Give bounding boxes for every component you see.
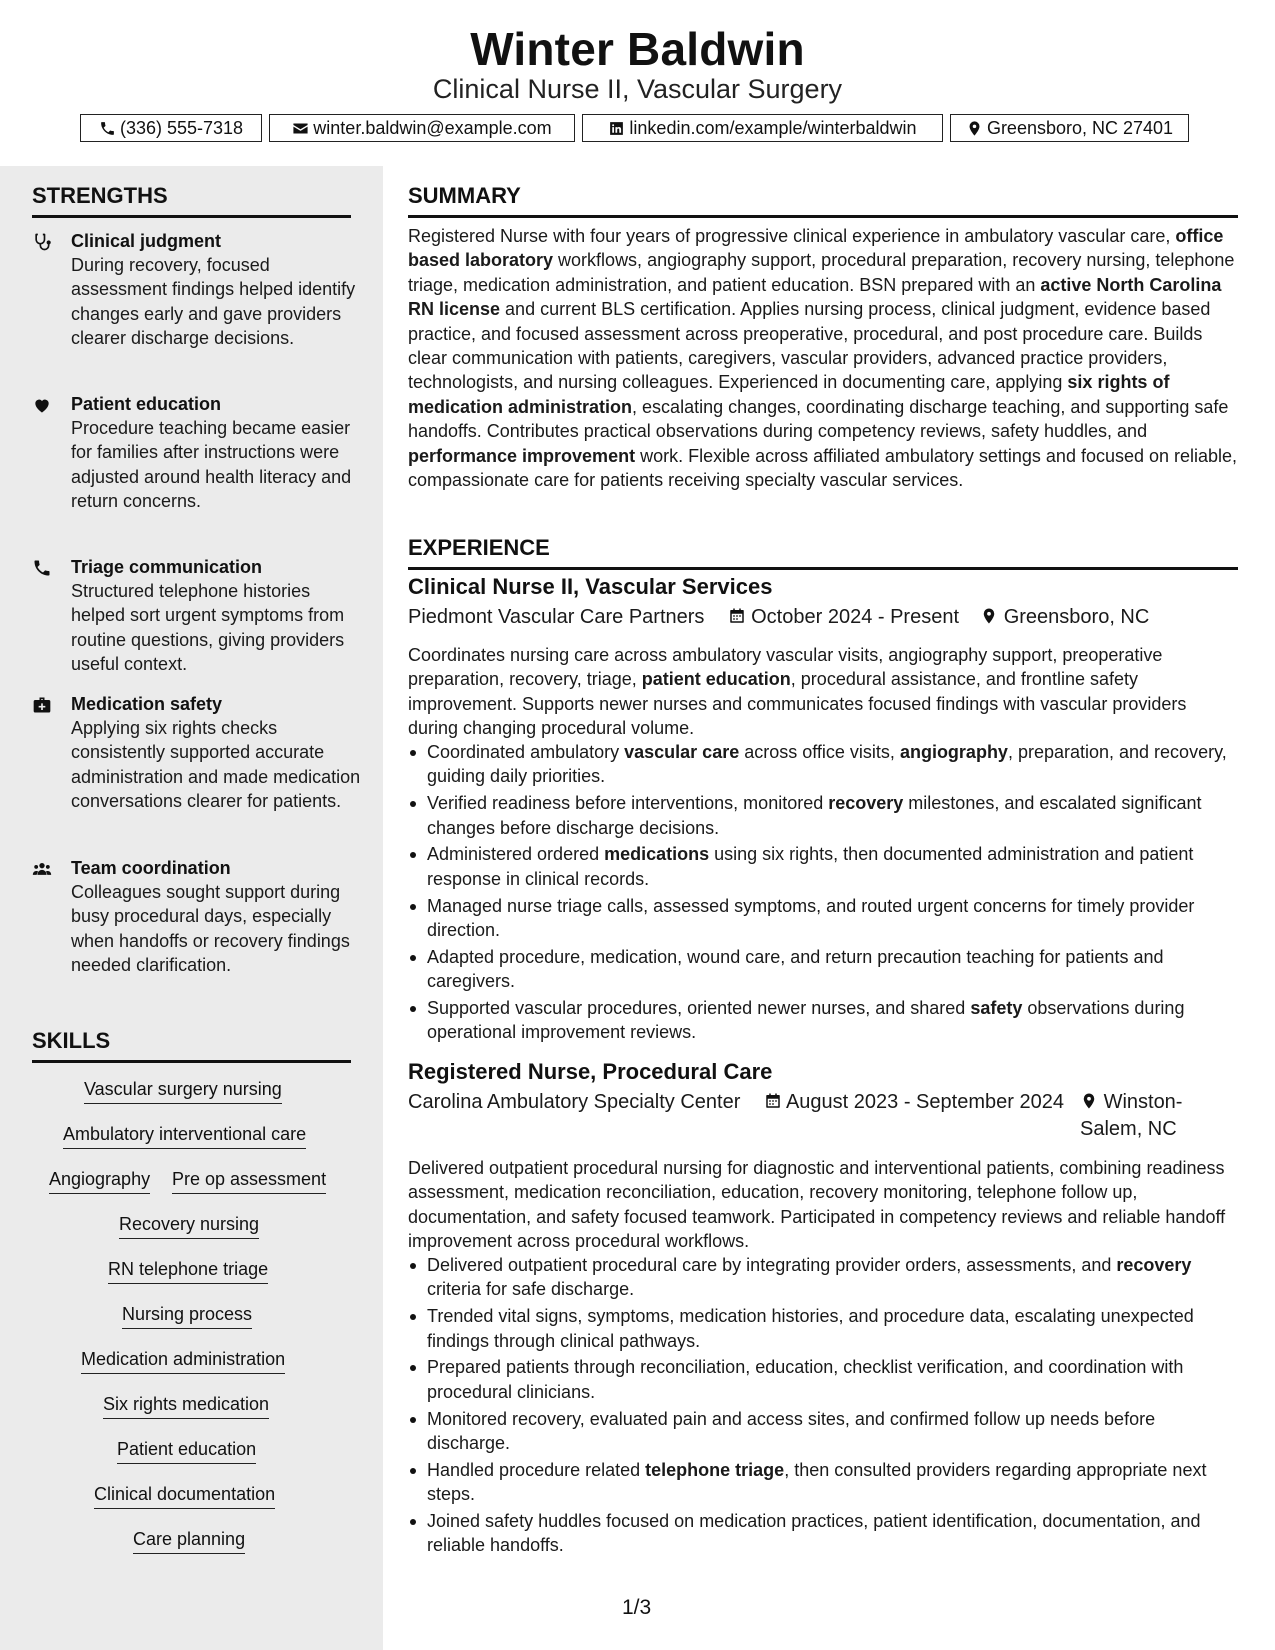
skill-tag: Recovery nursing <box>119 1212 259 1239</box>
candidate-name: Winter Baldwin <box>470 23 805 75</box>
contact-location <box>950 114 1189 142</box>
users-icon <box>32 859 54 881</box>
experience-heading: EXPERIENCE <box>408 535 1238 570</box>
strength-title: Patient education <box>71 394 222 414</box>
strength-title: Triage communication <box>71 557 263 577</box>
strength-title: Clinical judgment <box>71 231 222 251</box>
job-bullet: Adapted procedure, medication, wound care, and return precaution teaching for patients and caregivers. <box>408 945 1238 994</box>
map-pin-icon <box>980 607 998 625</box>
job-company: Piedmont Vascular Care Partners <box>408 606 705 628</box>
strength-item <box>32 692 362 814</box>
job-location-line1: Winston- <box>1103 1091 1183 1113</box>
emphasis-text: performance improvement <box>408 445 636 466</box>
job-bullet: Prepared patients through reconciliation, education, checklist verification, and coordination with procedural clinicians. <box>408 1355 1238 1404</box>
map-pin-icon <box>1080 1092 1098 1110</box>
skill-tag: RN telephone triage <box>108 1257 268 1284</box>
stethoscope-icon <box>32 232 54 254</box>
contact-phone[interactable] <box>80 114 262 142</box>
strength-text: Structured telephone histories helped sort urgent symptoms from routine questions, giving providers useful context. <box>71 581 345 675</box>
skill-tag: Care planning <box>133 1527 245 1554</box>
heart-icon <box>32 395 54 417</box>
skill-tag: Ambulatory interventional care <box>63 1122 306 1149</box>
emphasis-text: angiography <box>899 742 1008 762</box>
calendar-icon <box>728 607 746 625</box>
skill-tag: Clinical documentation <box>94 1482 275 1509</box>
resume-header <box>0 0 1275 166</box>
job-dates: October 2024 - Present <box>751 606 960 628</box>
strength-item <box>32 555 362 677</box>
page-number: 1/3 <box>622 1596 652 1619</box>
emphasis-text: patient education <box>641 669 791 690</box>
calendar-icon <box>764 1092 782 1110</box>
job-meta <box>408 1091 1064 1114</box>
job-bullet: Handled procedure related telephone triage, then consulted providers regarding appropriate next steps. <box>408 1458 1238 1507</box>
summary-text: Registered Nurse with four years of progressive clinical experience in ambulatory vascular care, office based laboratory workflows, angiography support, procedural preparation, recovery nursing, telephone triage, medication administration, and patient education. BSN prepared with an active North Carolina RN license and current BLS certification. Applies nursing process, clinical judgment, evidence based practice, and focused assessment across preoperative, procedural, and post procedure care. Builds clear communication with patients, caregivers, vascular providers, advanced practice providers, technologists, and nursing colleagues. Experienced in documenting care, applying six rights of medication administration, escalating changes, coordinating discharge teaching, and supporting safe handoffs. Contributes practical observations during competency reviews, safety huddles, and performance improvement work. Flexible across affiliated ambulatory settings and focused on reliable, compassionate care for patients receiving specialty vascular services. <box>408 226 1238 491</box>
phone-icon <box>32 558 54 580</box>
emphasis-text: medications <box>604 844 710 865</box>
strength-item <box>32 856 362 978</box>
job-bullet: Joined safety huddles focused on medication practices, patient identification, documentation, and reliable handoffs. <box>408 1509 1238 1558</box>
envelope-icon <box>292 120 309 137</box>
contact-linkedin[interactable] <box>582 114 943 142</box>
job-description: Delivered outpatient procedural nursing for diagnostic and interventional patients, combining readiness assessment, medication reconciliation, education, recovery monitoring, telephone follow up, documentation, and safety focused teamwork. Participated in competency reviews and reliable handoff improvement across procedural workflows. <box>408 1158 1226 1252</box>
skill-tag: Six rights medication <box>103 1392 269 1419</box>
job-bullet: Coordinated ambulatory vascular care across office visits, angiography, preparation, and recovery, guiding daily priorities. <box>408 740 1238 789</box>
job-bullet: Managed nurse triage calls, assessed symptoms, and routed urgent concerns for timely provider direction. <box>408 894 1238 943</box>
emphasis-text: six rights of medication administration <box>408 372 1170 417</box>
strength-title: Team coordination <box>71 858 231 878</box>
job-bullet: Monitored recovery, evaluated pain and access sites, and confirmed follow up needs before discharge. <box>408 1407 1238 1456</box>
emphasis-text: safety <box>970 998 1023 1019</box>
job-location <box>1080 1091 1182 1114</box>
contact-phone-text: (336) 555-7318 <box>119 117 244 138</box>
job-dates: August 2023 - September 2024 <box>785 1091 1064 1113</box>
job-bullet: Administered ordered medications using six rights, then documented administration and patient response in clinical records. <box>408 842 1238 891</box>
skills-heading: SKILLS <box>32 1028 351 1063</box>
emphasis-text: office based laboratory <box>408 226 1224 271</box>
job-location-line2: Salem, NC <box>1080 1118 1177 1140</box>
contact-location-text: Greensboro, NC 27401 <box>986 117 1174 138</box>
job-bullet: Verified readiness before interventions, monitored recovery milestones, and escalated significant changes before discharge decisions. <box>408 791 1238 840</box>
strength-item <box>32 392 362 514</box>
linkedin-icon <box>608 120 625 137</box>
skill-tag: Nursing process <box>122 1302 252 1329</box>
map-pin-icon <box>966 120 983 137</box>
emphasis-text: active North Carolina RN license <box>408 274 1222 320</box>
job-bullet: Trended vital signs, symptoms, medication histories, and procedure data, escalating unexpected findings through clinical pathways. <box>408 1304 1238 1353</box>
skill-tag: Vascular surgery nursing <box>84 1077 282 1104</box>
phone-icon <box>99 120 116 137</box>
strength-text: Applying six rights checks consistently supported accurate administration and made medication conversations clearer for patients. <box>71 718 361 812</box>
job-bullet: Delivered outpatient procedural care by integrating provider orders, assessments, and recovery criteria for safe discharge. <box>408 1253 1238 1302</box>
contact-email[interactable] <box>269 114 575 142</box>
emphasis-text: vascular care <box>624 742 740 762</box>
strengths-heading: STRENGTHS <box>32 183 351 218</box>
job-title: Registered Nurse, Procedural Care <box>408 1059 773 1084</box>
emphasis-text: recovery <box>1116 1255 1192 1275</box>
job-bullet: Supported vascular procedures, oriented newer nurses, and shared safety observations during operational improvement reviews. <box>408 996 1238 1045</box>
strength-text: Procedure teaching became easier for families after instructions were adjusted around health literacy and return concerns. <box>71 418 352 512</box>
summary-heading: SUMMARY <box>408 183 1238 218</box>
job-title: Clinical Nurse II, Vascular Services <box>408 574 773 599</box>
emphasis-text: telephone triage <box>645 1459 785 1480</box>
emphasis-text: recovery <box>828 793 904 814</box>
strength-item <box>32 229 362 351</box>
contact-linkedin-text: linkedin.com/example/winterbaldwin <box>629 117 917 138</box>
job-description: Coordinates nursing care across ambulatory vascular visits, angiography support, preoperative preparation, recovery, triage, patient education, procedural assistance, and frontline safety improvement. Supports newer nurses and communicates focused findings with vascular providers during changing procedural volume. <box>408 645 1187 739</box>
job-company: Carolina Ambulatory Specialty Center <box>408 1091 741 1113</box>
skill-tag: Medication administration <box>81 1347 285 1374</box>
job-location: Greensboro, NC <box>1003 606 1150 628</box>
skill-tag: Patient education <box>117 1437 256 1464</box>
strength-text: Colleagues sought support during busy procedural days, especially when handoffs or recovery findings needed clarification. <box>71 882 350 976</box>
skill-tag: Angiography <box>49 1167 150 1194</box>
strength-title: Medication safety <box>71 694 223 714</box>
contact-email-text: winter.baldwin@example.com <box>313 117 552 138</box>
job-bullets <box>408 740 1238 1047</box>
skill-tag: Pre op assessment <box>172 1167 326 1194</box>
medkit-icon <box>32 695 54 717</box>
strength-text: During recovery, focused assessment findings helped identify changes early and gave providers clearer discharge decisions. <box>71 255 356 349</box>
job-meta <box>408 606 1149 629</box>
job-bullets <box>408 1253 1238 1560</box>
candidate-title: Clinical Nurse II, Vascular Surgery <box>432 74 843 104</box>
